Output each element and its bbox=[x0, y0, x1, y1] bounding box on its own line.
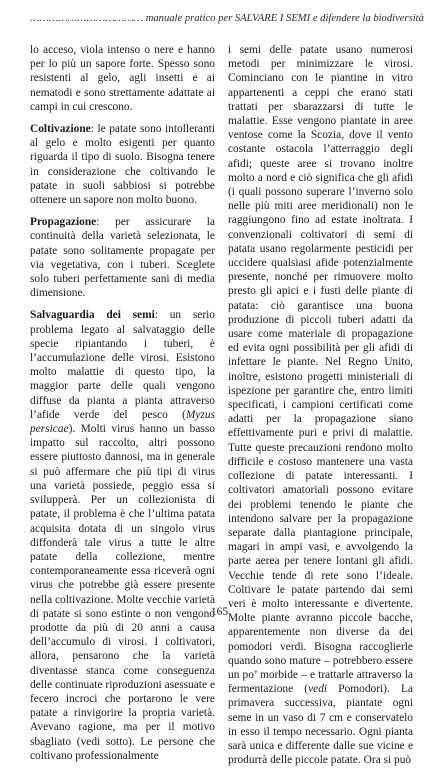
running-header bbox=[30, 13, 424, 25]
left-column bbox=[30, 43, 215, 771]
section-term-salvaguardia: Salvaguardia dei semi bbox=[30, 309, 155, 322]
section-term-propagazione: Propagazione bbox=[30, 216, 97, 229]
paragraph-text: : per assicurare la continuità della varietà selezionata, le patate sono solitamente propagate per via vegetativa, con i tuberi. Sceglete solo tuberi perfettamente sani di media dimensione. bbox=[30, 216, 215, 300]
cross-reference: vedi bbox=[308, 683, 328, 696]
section-term-coltivazione: Coltivazione bbox=[30, 123, 91, 136]
paragraph-text: : un serio problema legato al salvataggio delle specie ripiantando i tuberi, è l’accumulazione delle virosi. Esistono molto malattie di questo tipo, la maggior parte delle quali vengono diffuse da pianta a pianta attraverso l’afide verde del pesco ( bbox=[30, 309, 215, 421]
paragraph-seed-producers bbox=[228, 43, 413, 767]
species-name: Myzus persicae bbox=[30, 408, 215, 436]
paragraph-text: i semi delle patate usano numerosi metodi per minimizzare le virosi. Cominciano con le piantine in vitro appartenenti a ceppi che erano stati trattati per sbarazzarsi di tutte le malattie. Esse vengono piantate in aree ventose come la Scozia, dove il vento costante ostacola l’atterraggio degli afidi; queste aree si trovano inoltre molto a nord e ciò significa che gli afidi (i quali possono superare l’inverno solo nelle più miti aree meridionali) non le raggiungono fino ad estate inoltrata. I convenzionali coltivatori di semi di patata usano regolarmente pesticidi per uccidere qualsiasi afide potenzialmente presente, nonché per rimuovere molto presto gli apici e i fusti delle piante di patata: ciò garantisce una buona produzione di piccoli tuberi adatti da usare come materiale di propagazione ed evita ogni possibilità per gli afidi di infettare le piante. Nel Regno Unito, inoltre, esistono progetti ministeriali di ispezione per garantire che, entro limiti specificati, i campioni certificati come adatti per la propagazione siano effettivamente puri e privi di malattie. Tutte queste precauzioni rendono molto difficile e costoso mantenere una vasta collezione di patate interessanti. I coltivatori amatoriali possono evitare dei problemi tenendo le piante che intendono salvare per la propagazione separate dalla piantagione principale, magari in ampi vasi, e avvolgendo la parte aerea per tenere lontani gli afidi. Vecchie tende di rete sono l’ideale. Coltivare le patate partendo dai semi veri è molto interessante e divertente. Molte piante avranno piccole bacche, apparentemente non diverse da dei pomodori verdi. Bisogna raccoglierle quando sono mature – potrebbero essere un po’ morbide – e trattarle attraverso la fermentazione ( bbox=[228, 44, 413, 696]
paragraph-text: Pomodori). La primavera successiva, piantate ogni seme in un vaso di 7 cm e conservatelo in esso il tempo necessario. Ogni pianta sarà unica e differente dalle sue vicine e produrrà delle piccole patate. Ora si può bbox=[228, 683, 413, 767]
paragraph-flower-description bbox=[30, 43, 215, 114]
paragraph-text: : le patate sono intolleranti al gelo e molto esigenti per quanto riguarda il tipo di suolo. Bisogna tenere in considerazione che coltivando le patate in suoli sabbiosi si potrebbe ottenere un sapore non molto buono. bbox=[30, 123, 215, 207]
header-title: manuale pratico per SALVARE I SEMI e difendere la biodiversità bbox=[145, 13, 424, 24]
paragraph-coltivazione bbox=[30, 122, 215, 207]
paragraph-text: lo acceso, viola intenso o nere e hanno per lo più un sapore forte. Spesso sono resistenti al gelo, agli insetti e ai nematodi e sono strettamente adattate ai campi in cui crescono. bbox=[30, 44, 215, 113]
paragraph-salvaguardia bbox=[30, 308, 215, 763]
header-leader-dots: ……………………………… bbox=[30, 13, 144, 24]
page-number: 165 bbox=[210, 606, 229, 618]
right-column bbox=[228, 43, 413, 775]
paragraph-text: ). Molti virus hanno un basso impatto sul raccolto, altri possono essere piuttosto dannosi, ma in generale si può affermare che più tipi di virus una varietà possiede, peggio essa si svilupperà. Per un collezionista di patate, il problema è che l’ultima patata acquisita dotata di un singolo virus diffonderà tale virus a tutte le altre patate della collezione, mentre contemporaneamente essa riceverà ogni virus che potrebbe già essere presente nella coltivazione. Molte vecchie varietà di patate si sono estinte o non vengono prodotte da più di 20 anni a causa dell’accumulo di virosi. I coltivatori, allora, pensarono che la varietà diventasse stanca come conseguenza delle continuate riproduzioni asessuate e fecero incroci che portarono le vere patate a rinvigorire la propria varietà. Avevano ragione, ma per il motivo sbagliato (vedi sotto). Le persone che coltivano professionalmente bbox=[30, 423, 216, 762]
paragraph-propagazione bbox=[30, 215, 215, 300]
